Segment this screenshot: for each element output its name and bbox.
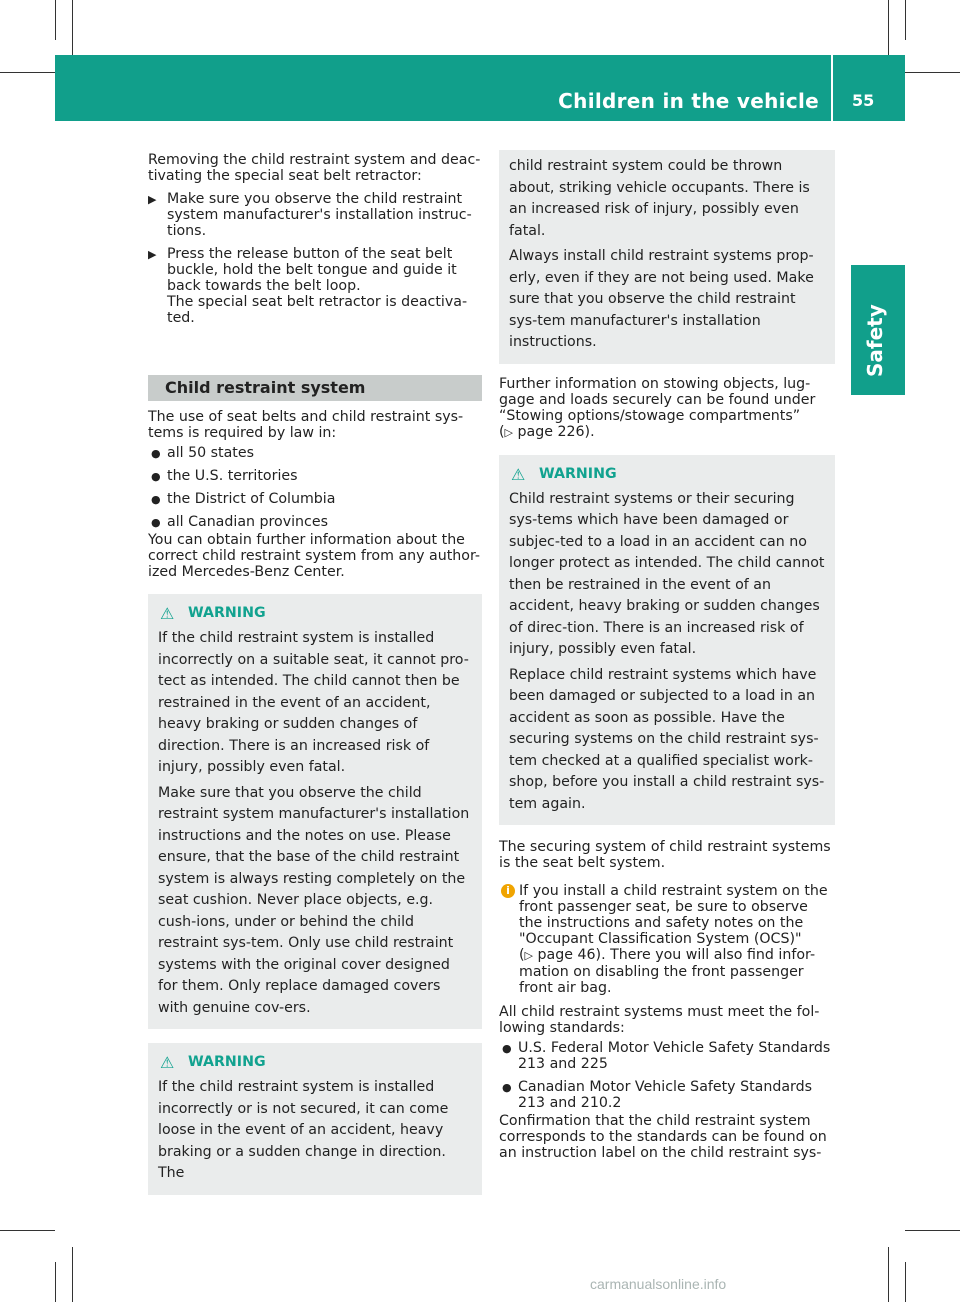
side-tab-label: Safety (863, 304, 887, 377)
list-item-text: all 50 states (167, 445, 254, 461)
page-header (55, 55, 905, 121)
list-item (148, 468, 482, 484)
step-item (148, 191, 482, 239)
crop-mark (0, 72, 55, 73)
list-item-text: all Canadian provinces (167, 514, 328, 530)
page-ref-link[interactable]: page 46). There you will also find infor-mation on disabling the front passenger front air bag. (519, 947, 816, 996)
bullet-icon: ● (502, 1081, 512, 1094)
info-note-text: If you install a child restraint system on the front passenger seat, be sure to observe the instructions and safety notes on the "Occupant Classification System (OCS)" (519, 883, 828, 947)
standards-list (499, 1040, 835, 1111)
warning-box (148, 1043, 482, 1195)
crop-mark (905, 1262, 906, 1302)
warning-text: child restraint system could be thrown about, striking vehicle occupants. There is an increased risk of injury, possibly even fatal. (509, 158, 810, 239)
list-item-text: Canadian Motor Vehicle Safety Standards 213 and 210.2 (518, 1079, 813, 1111)
page-ref-icon: ▷ (524, 949, 534, 962)
bullet-icon: ● (151, 447, 161, 460)
crop-mark (55, 1262, 56, 1302)
crop-mark (888, 0, 889, 55)
step-item (148, 246, 482, 326)
warning-text: Child restraint systems or their securing sys-tems which have been damaged or subjec-ted to a load in an accident can no longer protect as intended. The child cannot then be restrained in the event of an accident, heavy braking or sudden changes of direc-tion. There is an increased risk of injury, possibly even fatal. (509, 490, 825, 657)
page-number: 55 (852, 91, 875, 110)
crop-mark (0, 1230, 55, 1231)
bullet-icon: ● (502, 1042, 512, 1055)
warning-text: Always install child restraint systems prop-erly, even if they are not being used. Make sure that you observe the child restraint sys-tem manufacturer's installation instructions. (509, 248, 814, 350)
confirmation-text: Confirmation that the child restraint system corresponds to the standards can be found on an instruction label on the child restraint sys- (499, 1113, 827, 1161)
step-result: The special seat belt retractor is deactiva-ted. (167, 294, 468, 326)
list-item (499, 1040, 835, 1072)
crop-mark (72, 1247, 73, 1302)
right-column (499, 150, 835, 1161)
crop-mark (888, 1247, 889, 1302)
warning-text: If the child restraint system is installed incorrectly or is not secured, it can come loose in the event of an accident, heavy braking or a sudden change in direction. The (158, 1079, 449, 1181)
bullet-icon: ● (151, 493, 161, 506)
warning-box (499, 455, 835, 826)
crop-mark (905, 0, 906, 40)
info-note: i If you install a child restraint system on the front passenger seat, be sure to observe the instructions and safety notes on the "Occupant Classification System (OCS)" (▷ page 46). There you will also find infor-mation on disabling the front passenger front air bag. (499, 883, 835, 996)
list-item (148, 514, 482, 530)
list-item (499, 1079, 835, 1111)
warning-heading (158, 602, 472, 624)
crop-mark (55, 0, 56, 40)
warning-heading-text: WARNING (188, 1054, 266, 1070)
crop-mark (72, 0, 73, 55)
list-item (148, 445, 482, 461)
arrow-icon: ▶ (148, 193, 157, 206)
section-intro: The use of seat belts and child restraint sys-tems is required by law in: (148, 409, 464, 441)
further-info-text: You can obtain further information about the correct child restraint system from any author-ized Mercedes-Benz Center. (148, 532, 480, 580)
arrow-icon: ▶ (148, 248, 157, 261)
jurisdiction-list (148, 445, 482, 530)
warning-text: If the child restraint system is installed incorrectly on a suitable seat, it cannot pro-tect as intended. The child cannot then be restrained in the event of an accident, heavy braking or sudden changes of direction. There is an increased risk of injury, possibly even fatal. (158, 630, 469, 775)
info-icon: i (501, 884, 515, 898)
watermark: carmanualsonline.info (590, 1276, 727, 1292)
warning-heading-text: WARNING (188, 605, 266, 621)
securing-system-text: The securing system of child restraint systems is the seat belt system. (499, 839, 831, 871)
section-heading: Child restraint system (148, 375, 482, 401)
warning-icon: ⚠ (160, 1053, 175, 1072)
warning-heading-text: WARNING (539, 465, 617, 482)
warning-text: Make sure that you observe the child restraint system manufacturer's installation instructions and the notes on use. Please ensure, that the base of the child restraint system is always resting completely on the seat cushion. Never place objects, e.g. cush-ions, under or behind the child restraint sys-tem. Only use child restraint systems with the original cover designed for them. Only replace damaged covers with genuine cov-ers. (158, 784, 470, 1016)
bullet-icon: ● (151, 516, 161, 529)
warning-text: Replace child restraint systems which have been damaged or subjected to a load in an accident as soon as possible. Have the securing systems on the child restraint sys-tem checked at a qualified specialist work-shop, before you install a child restraint sys-tem again. (509, 666, 825, 812)
warning-box-continued (499, 150, 835, 364)
left-column (148, 152, 482, 1195)
warning-heading (158, 1051, 472, 1073)
stowing-info-text: Further information on stowing objects, lug-gage and loads securely can be found under “Stowing options/stowage compartments” (▷ page 226). (499, 375, 816, 440)
step-text: Press the release button of the seat belt buckle, hold the belt tongue and guide it back towards the belt loop. (167, 246, 457, 294)
page-ref-icon: ▷ (504, 425, 514, 439)
side-tab (851, 265, 905, 395)
list-item-text: the U.S. territories (167, 468, 298, 484)
intro-text: Removing the child restraint system and deac-tivating the special seat belt retractor: (148, 152, 481, 184)
list-item (148, 491, 482, 507)
warning-box (148, 594, 482, 1029)
step-text: Make sure you observe the child restraint system manufacturer's installation instruc-tions. (167, 191, 472, 239)
bullet-icon: ● (151, 470, 161, 483)
chapter-title: Children in the vehicle (558, 89, 819, 113)
list-item-text: the District of Columbia (167, 491, 336, 507)
stowing-info-body: Further information on stowing objects, lug-gage and loads securely can be found under “Stowing options/stowage compartments” (499, 375, 816, 424)
warning-heading (509, 463, 825, 485)
crop-mark (905, 1230, 960, 1231)
header-separator (831, 55, 833, 121)
crop-mark (905, 72, 960, 73)
list-item-text: U.S. Federal Motor Vehicle Safety Standards 213 and 225 (518, 1040, 831, 1072)
warning-icon: ⚠ (511, 464, 526, 484)
page-ref-link[interactable]: page 226). (517, 423, 595, 440)
standards-intro: All child restraint systems must meet the fol-lowing standards: (499, 1004, 820, 1036)
warning-icon: ⚠ (160, 604, 175, 623)
